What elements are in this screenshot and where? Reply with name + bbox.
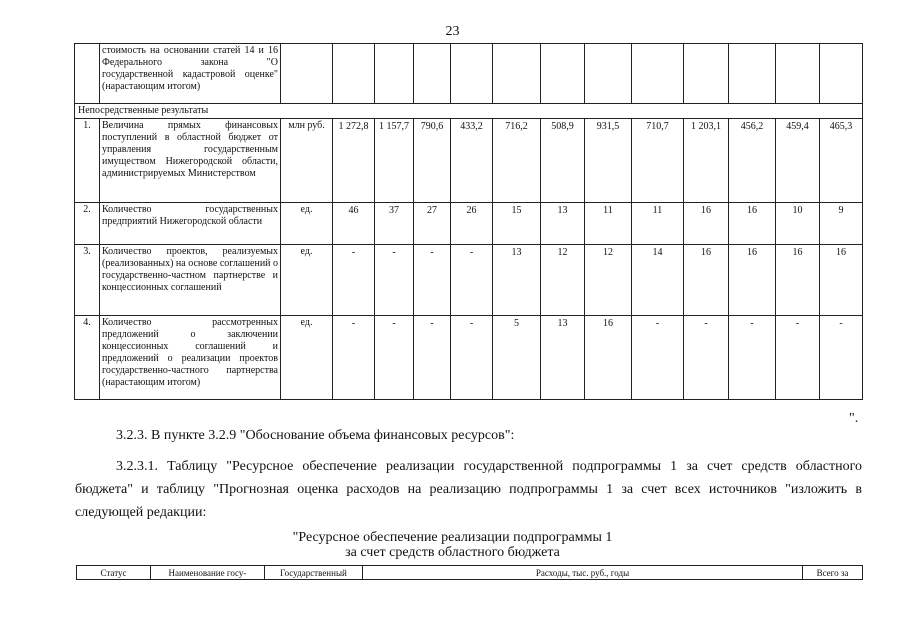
value-cell: 16: [729, 245, 776, 316]
value-cell: 456,2: [729, 119, 776, 203]
value-cell: 26: [451, 203, 493, 245]
row-description-cell: стоимость на основании статей 14 и 16 Федерального закона "О государственной кадастровой оценке" (нарастающим итогом): [100, 44, 281, 104]
value-cell: -: [375, 245, 414, 316]
page-number: 23: [445, 24, 460, 39]
value-cell: 433,2: [451, 119, 493, 203]
table-row: [75, 316, 863, 400]
row-index-cell: 1.: [75, 119, 100, 203]
value-cell: 1 203,1: [684, 119, 729, 203]
value-cell: 14: [632, 245, 684, 316]
value-cell: -: [451, 316, 493, 400]
value-cell: 1 272,8: [333, 119, 375, 203]
value-cell: 931,5: [585, 119, 632, 203]
resource-table-title: [0, 530, 905, 560]
value-cell: 11: [585, 203, 632, 245]
row-index-cell: [75, 44, 100, 104]
value-cell: -: [414, 316, 451, 400]
paragraph-3-2-3-1: 3.2.3.1. Таблицу "Ресурсное обеспечение реализации государственной подпрограммы 1 за счет средств областного бюджета" и таблицу "Прогнозная оценка расходов на реализацию подпрограммы 1 за счет всех источников "изложить в следующей редакции:: [75, 459, 862, 520]
value-cell: 11: [632, 203, 684, 245]
header-total: Всего за: [803, 566, 863, 580]
value-cell: 13: [493, 245, 541, 316]
header-status: Статус: [77, 566, 151, 580]
value-cell: 790,6: [414, 119, 451, 203]
value-cell: 15: [493, 203, 541, 245]
value-cell: 716,2: [493, 119, 541, 203]
table-row: [75, 203, 863, 245]
row-index-cell: 2.: [75, 203, 100, 245]
value-cell: 508,9: [541, 119, 585, 203]
resource-title-line-1: "Ресурсное обеспечение реализации подпрограммы 1: [292, 530, 613, 545]
row-index-cell: 3.: [75, 245, 100, 316]
value-cell: 16: [776, 245, 820, 316]
row-description-cell: Количество государственных предприятий Нижегородской области: [100, 203, 281, 245]
value-cell: 16: [585, 316, 632, 400]
row-description-cell: Количество проектов, реализуемых (реализованных) на основе соглашений о государственно-частном партнерстве и концессионных соглашений: [100, 245, 281, 316]
row-unit-cell: ед.: [281, 316, 333, 400]
value-cell: 1 157,7: [375, 119, 414, 203]
value-cell: -: [451, 245, 493, 316]
table-row: [75, 44, 863, 104]
value-cell: 16: [684, 245, 729, 316]
row-index-cell: 4.: [75, 316, 100, 400]
resource-table-header: [76, 565, 863, 580]
indicators-table: [74, 43, 863, 400]
value-cell: 710,7: [632, 119, 684, 203]
value-cell: 12: [585, 245, 632, 316]
value-cell: 465,3: [820, 119, 863, 203]
value-cell: 27: [414, 203, 451, 245]
value-cell: -: [632, 316, 684, 400]
paragraph-3-2-3: 3.2.3. В пункте 3.2.9 "Обоснование объема финансовых ресурсов":: [116, 428, 515, 443]
section-row: [75, 104, 863, 119]
table-row: [75, 245, 863, 316]
value-cell: 37: [375, 203, 414, 245]
value-cell: 459,4: [776, 119, 820, 203]
value-cell: 13: [541, 316, 585, 400]
row-description-cell: Величина прямых финансовых поступлений в областной бюджет от управления государственным имуществом Нижегородской области, администрируемых Министерством: [100, 119, 281, 203]
value-cell: 5: [493, 316, 541, 400]
value-cell: -: [333, 316, 375, 400]
row-unit-cell: ед.: [281, 245, 333, 316]
row-unit-cell: ед.: [281, 203, 333, 245]
value-cell: 46: [333, 203, 375, 245]
header-state-customer: Государственный: [265, 566, 363, 580]
header-name: Наименование госу-: [151, 566, 265, 580]
section-label: Непосредственные результаты: [75, 104, 863, 119]
value-cell: -: [375, 316, 414, 400]
value-cell: -: [776, 316, 820, 400]
value-cell: -: [414, 245, 451, 316]
value-cell: 16: [684, 203, 729, 245]
value-cell: 16: [820, 245, 863, 316]
value-cell: -: [820, 316, 863, 400]
row-description-cell: Количество рассмотренных предложений о заключении концессионных соглашений и предложений о реализации проектов государственно-частного партнерства (нарастающим итогом): [100, 316, 281, 400]
value-cell: 12: [541, 245, 585, 316]
value-cell: 16: [729, 203, 776, 245]
row-unit-cell: млн руб.: [281, 119, 333, 203]
value-cell: -: [729, 316, 776, 400]
value-cell: -: [333, 245, 375, 316]
value-cell: 10: [776, 203, 820, 245]
closing-quote: ".: [849, 411, 859, 426]
value-cell: 13: [541, 203, 585, 245]
value-cell: -: [684, 316, 729, 400]
table-header-row: [77, 566, 863, 580]
table-row: [75, 119, 863, 203]
header-expenses: Расходы, тыс. руб., годы: [363, 566, 803, 580]
value-cell: 9: [820, 203, 863, 245]
resource-title-line-2: за счет средств областного бюджета: [345, 545, 560, 560]
